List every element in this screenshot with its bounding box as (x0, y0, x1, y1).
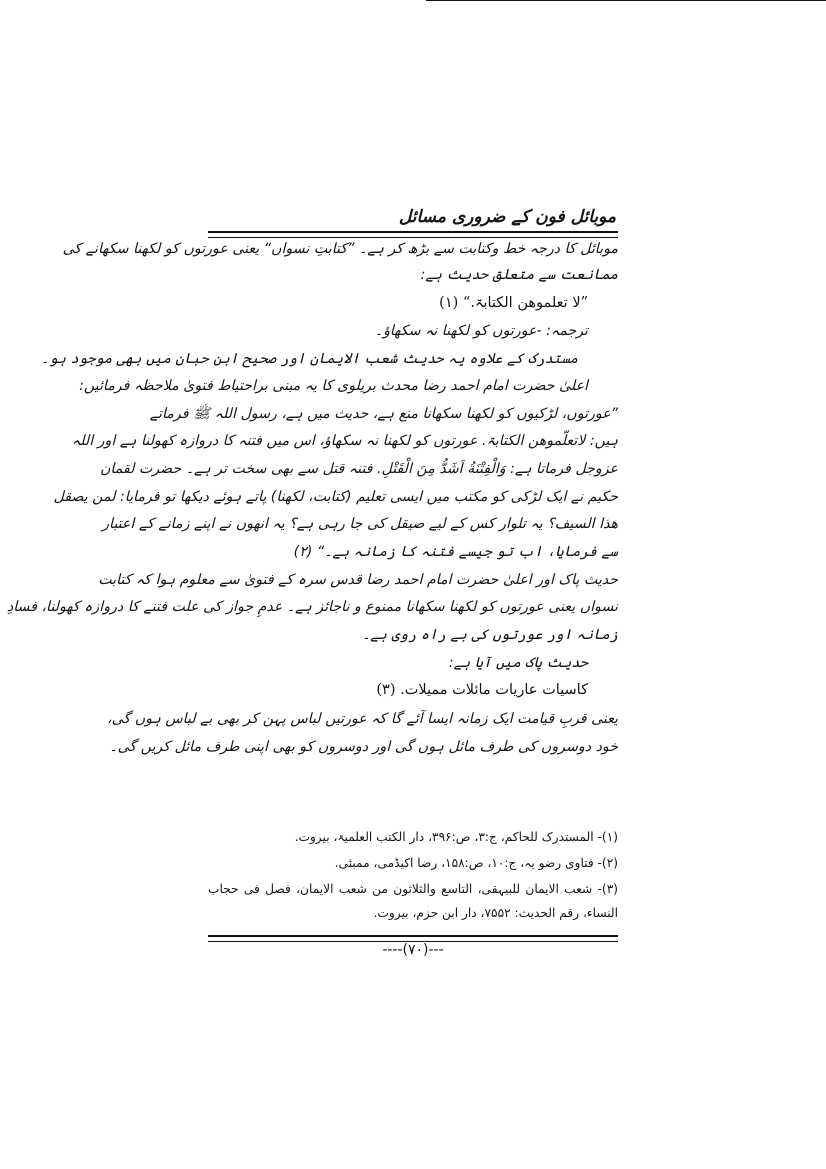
body-line: حدیث پاک اور اعلیٰ حضرت امام احمد رضا قدس سرہ کے فتویٰ سے معلوم ہوا کہ کتابت (98, 572, 618, 588)
footnote: (۱)- المستدرک للحاکم، ج:۳، ص:۳۹۶، دار الکتب العلمیۃ، بیروت. (294, 830, 618, 844)
body-line: زمانہ اور عورتوں کی بے راہ روی ہے۔ (361, 627, 618, 643)
footnote-rule (426, 0, 826, 2)
fatwa-quote-line: عزوجل فرماتا ہے: وَالْفِتْنَةُ اَشَدُّ مِنَ الْقَتْلِ. فتنہ قتل سے بھی سخت تر ہے۔ حضرت لقمان (99, 461, 618, 477)
footnote: النساء، رقم الحدیث: ۷۵۵۲، دار ابن حزم، بیروت. (373, 906, 618, 920)
body-line: اعلیٰ حضرت امام احمد رضا محدث بریلوی کا یہ مبنی براحتیاط فتویٰ ملاحظہ فرمائیں: (79, 378, 588, 394)
fatwa-quote-line: سے فرمایا، اب تو جیسے فتنہ کا زمانہ ہے۔“ (۲) (293, 544, 618, 560)
body-line: موبائل کا درجہ خط وکتابت سے بڑھ کر ہے۔ ”کتابتِ نسواں“ یعنی عورتوں کو لکھنا سکھانے کی (62, 241, 618, 257)
fatwa-quote-line: ”عورتوں، لڑکیوں کو لکھنا سکھانا منع ہے، حدیث میں ہے، رسول اللہ ﷺ فرماتے (149, 406, 618, 422)
body-line: حدیث پاک میں آیا ہے: (448, 655, 588, 671)
body-line: خود دوسروں کی طرف مائل ہوں گی اور دوسروں کو بھی اپنی طرف مائل کریں گی۔ (109, 739, 618, 755)
body-line: نسواں یعنی عورتوں کو لکھنا سکھانا ممنوع و ناجائز ہے۔ عدمِ جواز کی علت فتنے کا دروازہ کھولنا، فسادِ (6, 599, 618, 615)
body-line: مستدرک کے علاوہ یہ حدیث شعب الایمان اور صحیح ابن حبان میں بھی موجود ہو۔ (41, 351, 578, 367)
footer-rule (208, 935, 618, 942)
fatwa-quote-line: ہیں: لاتعلّموھن الکتابۃ. عورتوں کو لکھنا نہ سکھاؤ، اس میں فتنہ کا دروازہ کھولنا ہے اور اللہ (71, 433, 618, 449)
hadith-quote: کاسیات عاریات مائلات ممیلات. (۳) (376, 682, 588, 698)
footnote: (۳)- شعب الایمان للبیہقی، التاسع والثلاثون من شعب الایمان، فصل فی حجاب (208, 882, 618, 896)
body-line: ممانعت سے متعلق حدیث ہے: (420, 267, 618, 283)
page-number: ----(۷۰)--- (382, 942, 444, 958)
fatwa-quote-line: ھذا السیف؟ یہ تلوار کس کے لیے صیقل کی جا رہی ہے؟ یہ انھوں نے اپنے زمانے کے اعتبار (102, 516, 618, 532)
fatwa-quote-line: حکیم نے ایک لڑکی کو مکتب میں ایسی تعلیم (کتابت، لکھنا) پاتے ہوئے دیکھا تو فرمایا: لمن یصقل (53, 489, 618, 505)
body-line: یعنی قربِ قیامت ایک زمانہ ایسا آئے گا کہ عورتیں لباس پہن کر بھی بے لباس ہوں گی، (107, 711, 618, 727)
footnote: (۲)- فتاوی رضو یہ، ج:۱۰، ص:۱۵۸، رضا اکیڈمی، ممبئی. (334, 856, 618, 870)
translation-line: ترجمہ: -عورتوں کو لکھنا نہ سکھاؤ۔ (374, 323, 588, 339)
hadith-quote: ”لا تعلموھن الکتابۃ.“ (۱) (439, 295, 588, 311)
running-header-title: موبائل فون کے ضروری مسائل (398, 207, 616, 227)
